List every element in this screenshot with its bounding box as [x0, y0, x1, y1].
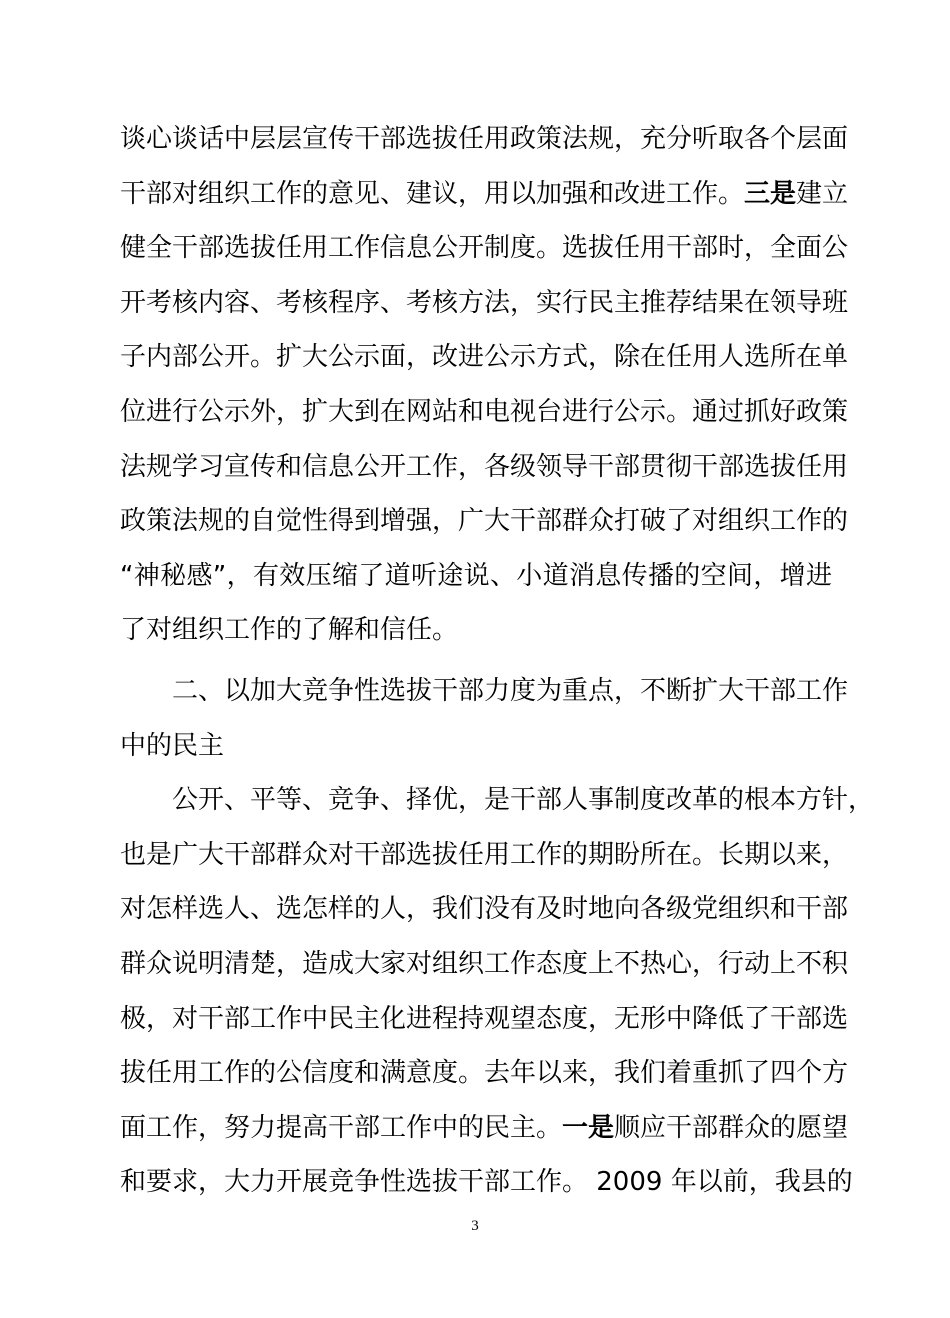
text-line: 健全干部选拔任用工作信息公开制度。选拔任用干部时，全面公 — [120, 233, 849, 264]
text-line: 拔任用工作的公信度和满意度。去年以来，我们着重抓了四个方 — [120, 1058, 849, 1089]
text-line: 政策法规的自觉性得到增强，广大干部群众打破了对组织工作的 — [120, 506, 849, 537]
text-line: 子内部公开。扩大公示面，改进公示方式，除在任用人选所在单 — [120, 342, 849, 373]
text-line: 位进行公示外，扩大到在网站和电视台进行公示。通过抓好政策 — [120, 396, 849, 427]
text-line — [120, 1101, 849, 1156]
text-line: 开考核内容、考核程序、考核方法，实行民主推荐结果在领导班 — [120, 287, 849, 318]
paragraph-2 — [120, 773, 875, 1210]
text-line: 也是广大干部群众对干部选拔任用工作的期盼所在。长期以来， — [120, 839, 849, 870]
bold-marker: 三是 — [744, 178, 797, 209]
text-run: 顺应干部群众的愿望 — [614, 1112, 849, 1143]
text-line: 群众说明清楚，造成大家对组织工作态度上不热心，行动上不积 — [120, 948, 849, 979]
text-line: 谈心谈话中层层宣传干部选拔任用政策法规，充分听取各个层面 — [120, 124, 849, 154]
text-run: 干部对组织工作的意见、建议，用以加强和改进工作。 — [120, 178, 745, 209]
document-body — [120, 112, 875, 1210]
text-run: 建立 — [796, 178, 849, 209]
heading-line: 二、以加大竞争性选拔干部力度为重点，不断扩大干部工作 — [172, 675, 849, 706]
text-line: 极，对干部工作中民主化进程持观望态度，无形中降低了干部选 — [120, 1003, 849, 1034]
text-line: 对怎样选人、选怎样的人，我们没有及时地向各级党组织和干部 — [120, 894, 849, 925]
text-line: 和要求，大力开展竞争性选拔干部工作。 2009 年以前，我县的 — [120, 1167, 853, 1198]
text-line: “神秘感”，有效压缩了道听途说、小道消息传播的空间，增进 — [120, 560, 832, 591]
bold-marker: 一是 — [562, 1112, 615, 1143]
text-line: 法规学习宣传和信息公开工作，各级领导干部贯彻干部选拔任用 — [120, 451, 849, 482]
text-line: 公开、平等、竞争、择优，是干部人事制度改革的根本方针， — [172, 785, 875, 816]
text-line: 了对组织工作的了解和信任。 — [120, 615, 459, 646]
paragraph-1 — [120, 112, 849, 658]
section-heading-2 — [120, 664, 849, 773]
text-run: 面工作，努力提高干部工作中的民主。 — [120, 1112, 563, 1143]
page-number: 3 — [471, 1218, 479, 1234]
heading-line: 中的民主 — [120, 730, 225, 761]
text-line — [120, 167, 849, 222]
